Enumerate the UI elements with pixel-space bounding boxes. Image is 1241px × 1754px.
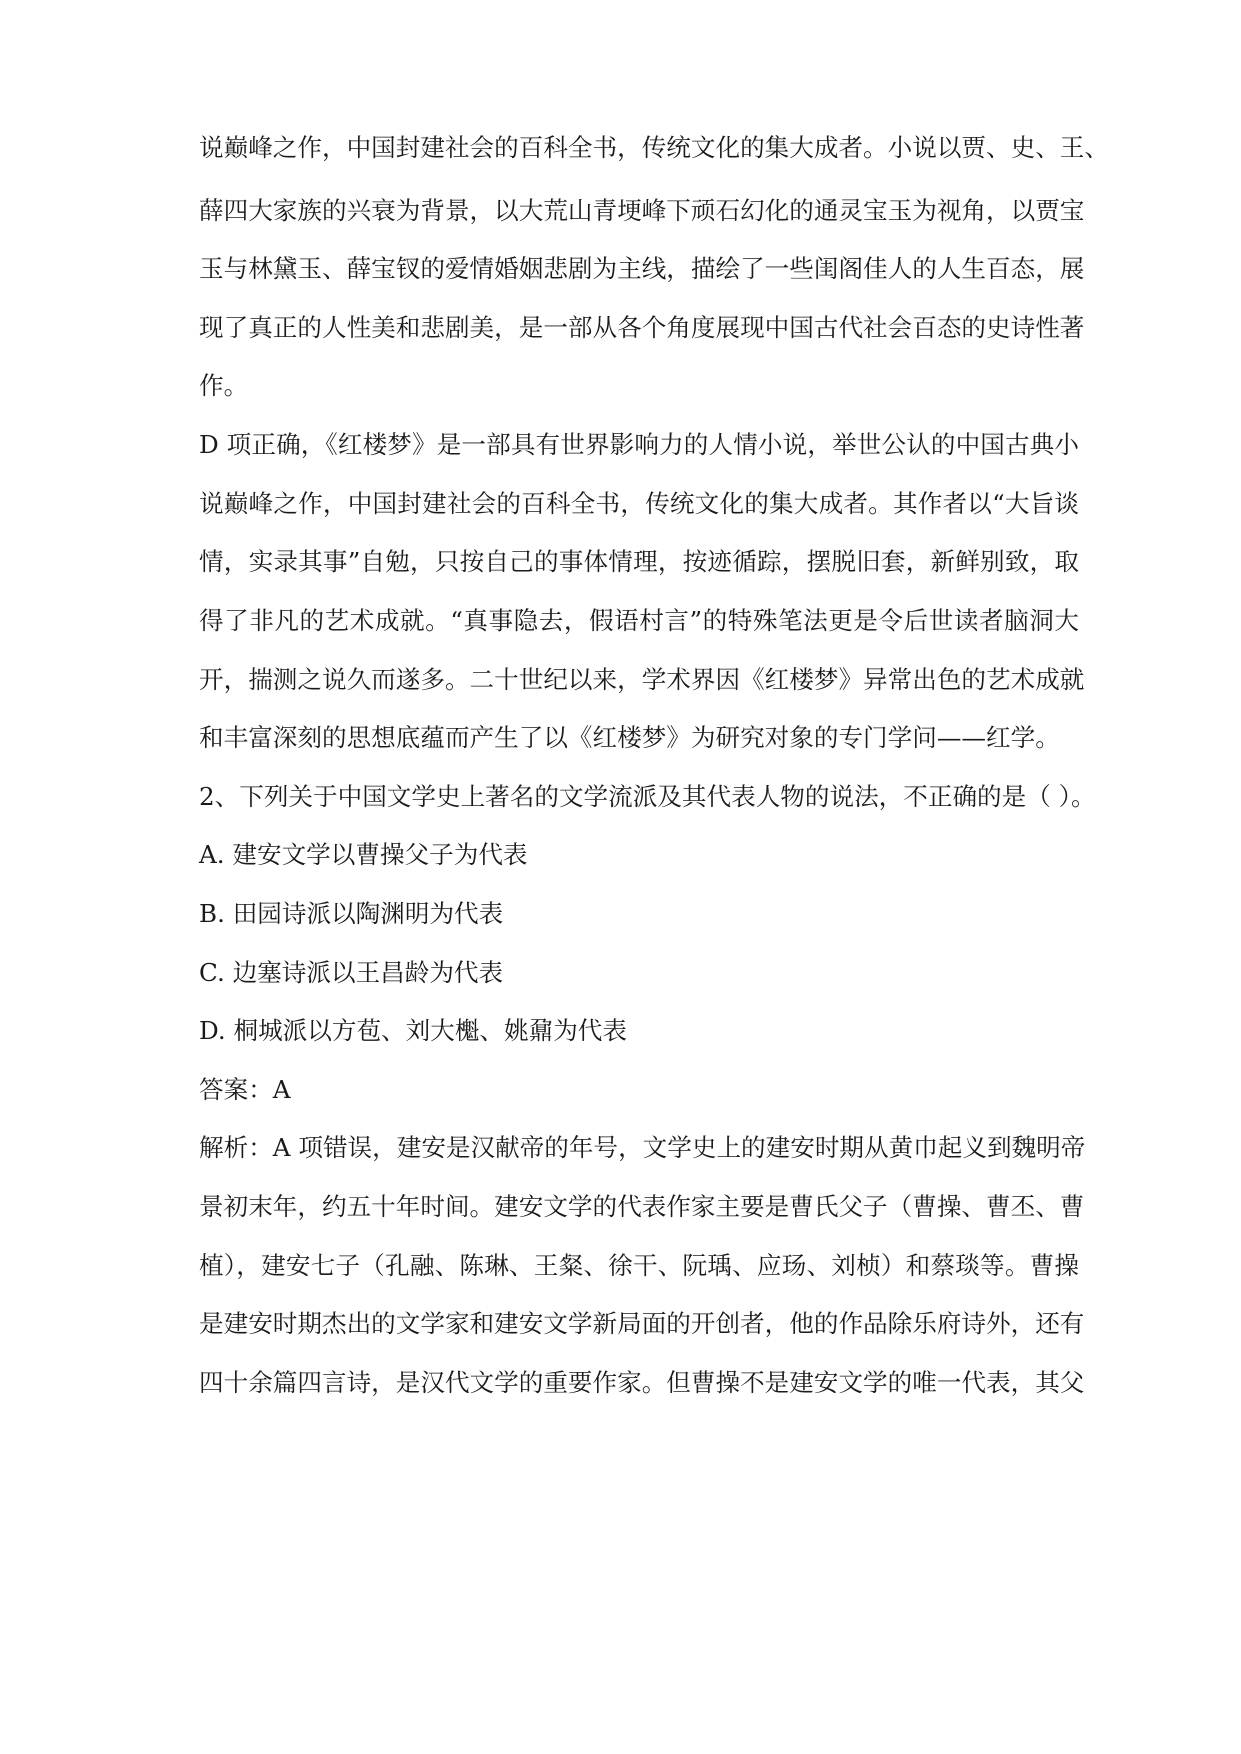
option-d: D. 桐城派以方苞、刘大櫆、姚鼐为代表	[199, 1016, 627, 1045]
analysis-line-2: 景初末年，约五十年时间。建安文学的代表作家主要是曹氏父子（曹操、曹丕、曹	[199, 1192, 1085, 1221]
analysis-line-3: 植），建安七子（孔融、陈琳、王粲、徐干、阮瑀、应玚、刘桢）和蔡琰等。曹操	[199, 1251, 1079, 1280]
paragraph-d-line-5: 开，揣测之说久而遂多。二十世纪以来，学术界因《红楼梦》异常出色的艺术成就	[199, 665, 1085, 694]
analysis-line-1: 解析：A 项错误，建安是汉献帝的年号，文学史上的建安时期从黄巾起义到魏明帝	[199, 1133, 1086, 1162]
answer-line: 答案：A	[199, 1075, 291, 1104]
paragraph-c-line-1: 说巅峰之作，中国封建社会的百科全书，传统文化的集大成者。小说以贾、史、王、	[199, 133, 1109, 162]
paragraph-c-line-3: 玉与林黛玉、薛宝钗的爱情婚姻悲剧为主线，描绘了一些闺阁佳人的人生百态，展	[199, 254, 1085, 283]
paragraph-c-line-2: 薛四大家族的兴衰为背景，以大荒山青埂峰下顽石幻化的通灵宝玉为视角，以贾宝	[199, 196, 1085, 225]
option-a: A. 建安文学以曹操父子为代表	[199, 840, 528, 869]
paragraph-d-line-1: D 项正确，《红楼梦》是一部具有世界影响力的人情小说，举世公认的中国古典小	[199, 430, 1079, 459]
paragraph-c-line-5: 作。	[199, 371, 249, 400]
paragraph-d-line-6: 和丰富深刻的思想底蕴而产生了以《红楼梦》为研究对象的专门学问——红学。	[199, 723, 1060, 752]
paragraph-d-line-4: 得了非凡的艺术成就。“真事隐去，假语村言”的特殊笔法更是令后世读者脑洞大	[199, 606, 1079, 635]
option-b: B. 田园诗派以陶渊明为代表	[199, 899, 504, 928]
paragraph-d-line-2: 说巅峰之作，中国封建社会的百科全书，传统文化的集大成者。其作者以“大旨谈	[199, 489, 1079, 518]
option-c: C. 边塞诗派以王昌龄为代表	[199, 958, 504, 987]
paragraph-d-line-3: 情，实录其事”自勉，只按自己的事体情理，按迹循踪，摆脱旧套，新鲜别致，取	[199, 547, 1079, 576]
question-stem: 2、下列关于中国文学史上著名的文学流派及其代表人物的说法，不正确的是（ ）。	[199, 782, 1096, 811]
paragraph-c-line-4: 现了真正的人性美和悲剧美，是一部从各个角度展现中国古代社会百态的史诗性著	[199, 313, 1085, 342]
analysis-line-5: 四十余篇四言诗，是汉代文学的重要作家。但曹操不是建安文学的唯一代表，其父	[199, 1368, 1085, 1397]
analysis-line-4: 是建安时期杰出的文学家和建安文学新局面的开创者，他的作品除乐府诗外，还有	[199, 1309, 1085, 1338]
